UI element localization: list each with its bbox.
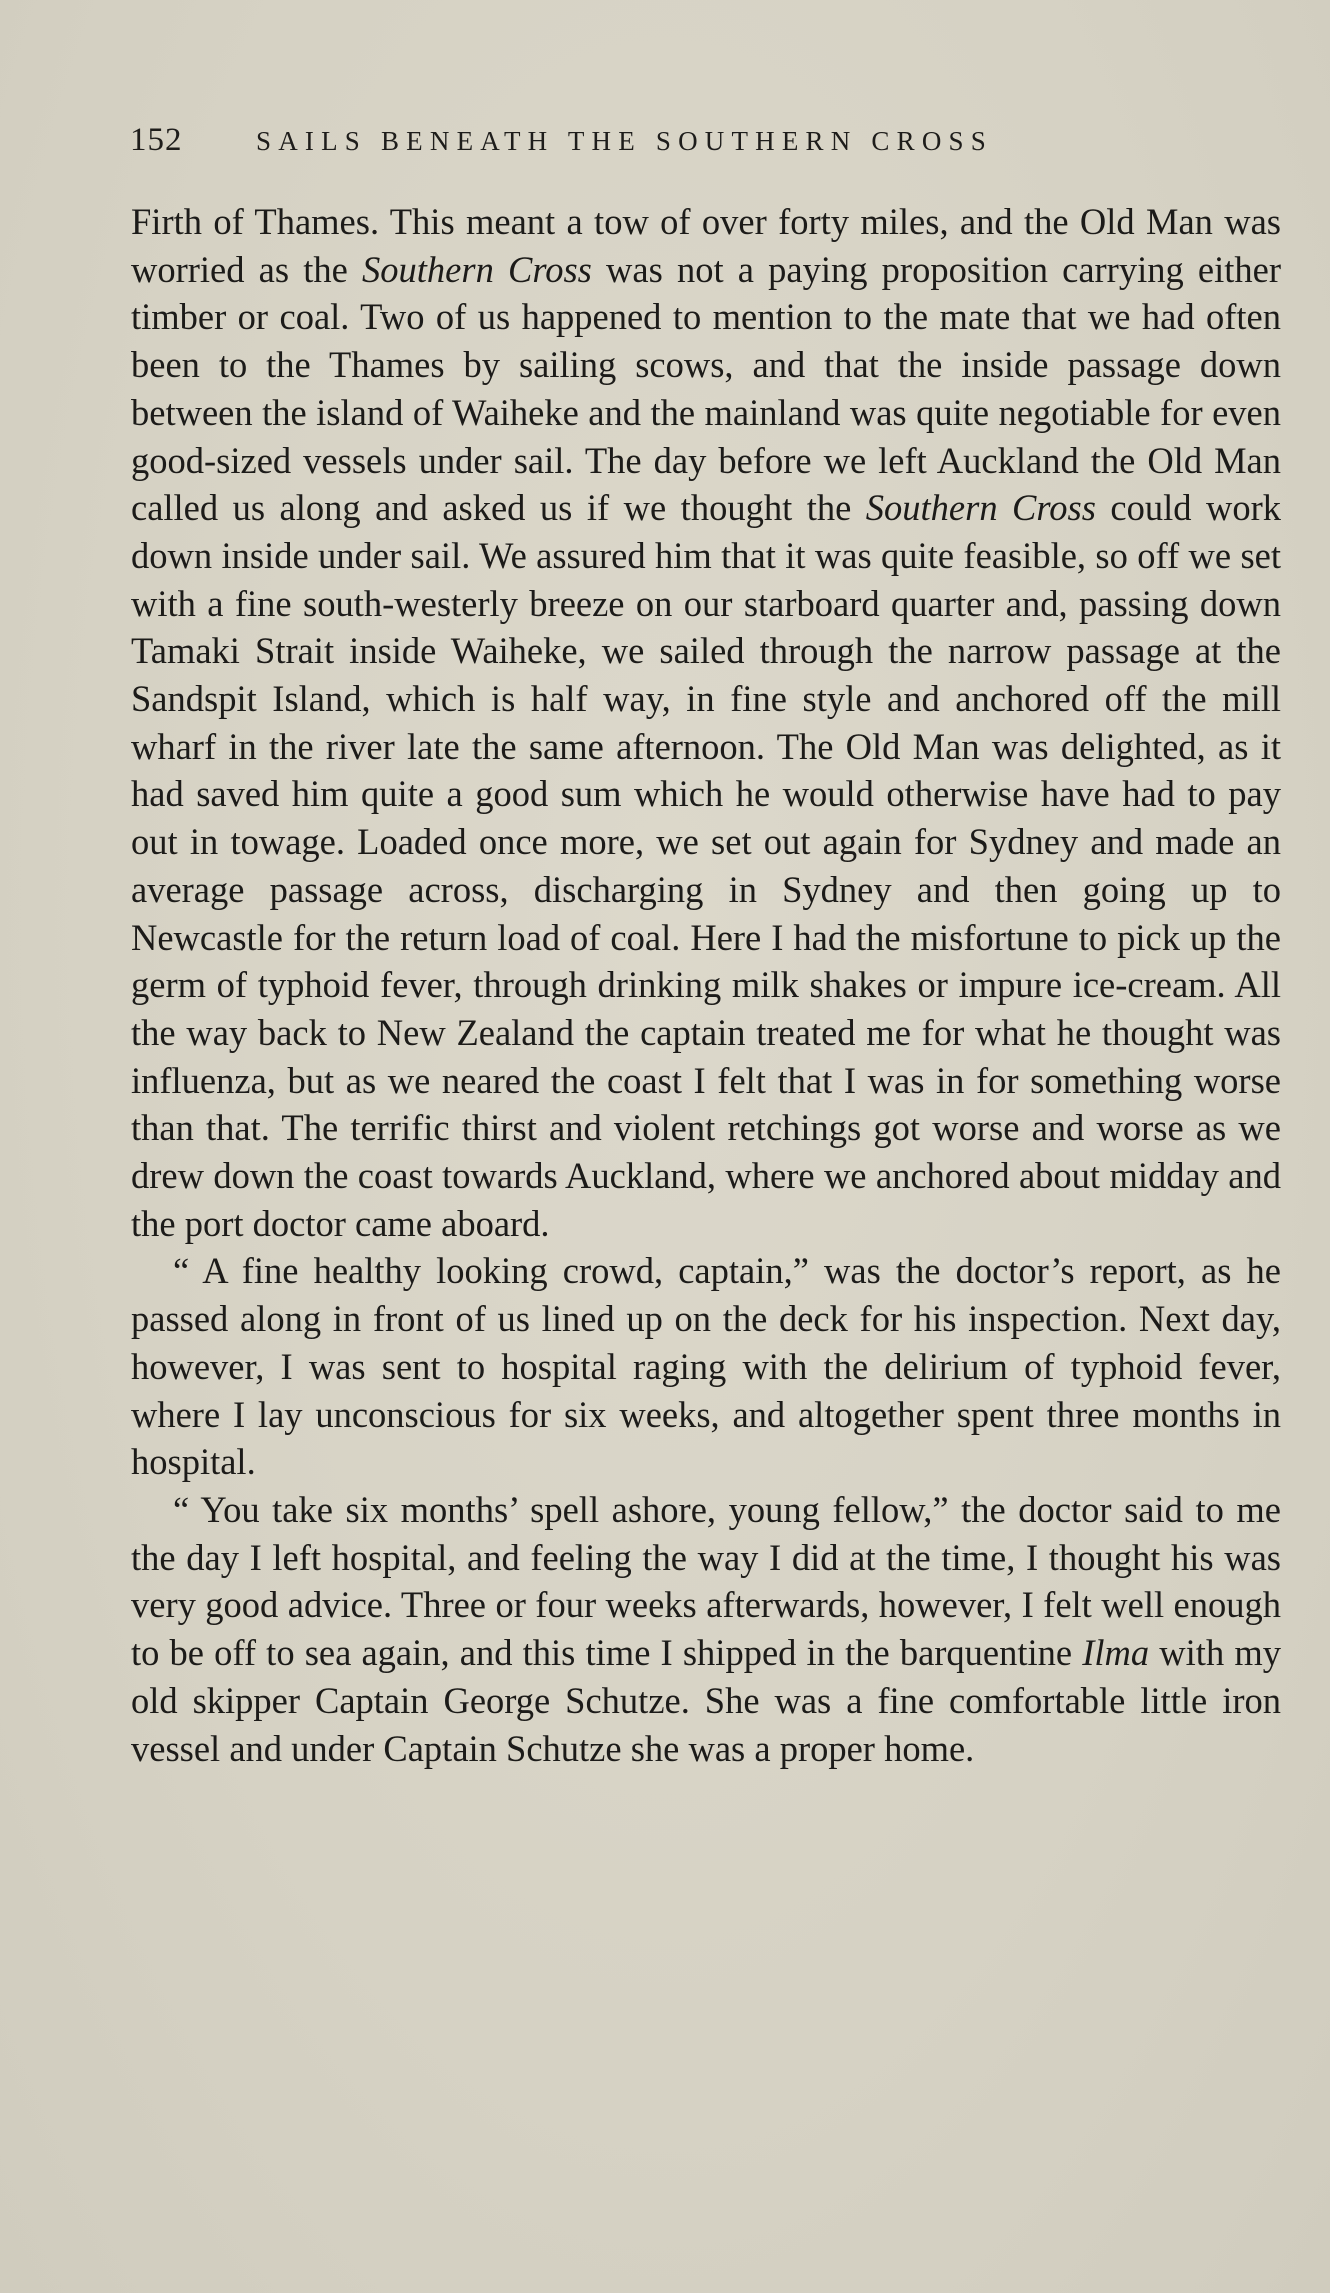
text-segment: could work down inside under sail. We assured him that it was quite feasible, so off we set with a fine south-westerly breeze on our starboard quarter and, passing down Tamaki Strait inside Waiheke, we sailed through the narrow passage at the Sandspit Island, which is half way, in fine style and anchored off the mill wharf in the river late the same afternoon. The Old Man was delighted, as it had saved him quite a good sum which he would otherwise have had to pay out in towage. Loaded once more, we set out again for Sydney and made an average passage across, discharging in Sydney and then going up to Newcastle for the return load of coal. Here I had the misfortune to pick up the germ of typhoid fever, through drinking milk shakes or impure ice-cream. All the way back to New Zealand the captain treated me for what he thought was influenza, but as we neared the coast I felt that I was in for something worse than that. The terrific thirst and violent retchings got worse and worse as we drew down the coast towards Auckland, where we anchored about midday and the port doctor came aboard. xyxy=(131,487,1281,1244)
text-segment: “ You take six months’ spell ashore, young fellow,” the doctor said to me the day I left hospital, and feeling the way I did at the time, I thought his was very good advice. Three or four weeks afterwards, however, I felt well enough to be off to sea again, and this time I shipped in the barquentine xyxy=(131,1488,1281,1674)
body-text xyxy=(131,198,1281,1772)
ship-name-italic: Southern Cross xyxy=(865,487,1096,529)
ship-name-italic: Ilma xyxy=(1082,1632,1150,1674)
text-segment: “ A fine healthy looking crowd, captain,” was the doctor’s report, as he passed along in front of us lined up on the deck for his inspection. Next day, however, I was sent to hospital raging with the delirium of typhoid fever, where I lay unconscious for six weeks, and altogether spent three months in hospital. xyxy=(131,1250,1281,1483)
page-number: 152 xyxy=(130,122,183,158)
ship-name-italic: Southern Cross xyxy=(362,248,592,290)
running-head xyxy=(130,122,1210,172)
text-segment: with my old skipper Captain George Schutze. She was a fine comfortable little iron vessel and under Captain Schutze she was a proper home. xyxy=(131,1632,1281,1769)
running-title: SAILS BENEATH THE SOUTHERN CROSS xyxy=(256,126,993,156)
text-segment: was not a paying proposition carrying either timber or coal. Two of us happened to mention to the mate that we had often been to the Thames by sailing scows, and that the inside passage down between the island of Waiheke and the mainland was quite negotiable for even good-sized vessels under sail. The day before we left Auckland the Old Man called us along and asked us if we thought the xyxy=(131,248,1281,529)
paragraph-1 xyxy=(131,198,1281,1247)
text-segment: Firth of Thames. This meant a tow of over forty miles, and the Old Man was worried as the xyxy=(131,201,1281,290)
paragraph-2 xyxy=(131,1247,1281,1486)
paragraph-3 xyxy=(131,1486,1281,1772)
